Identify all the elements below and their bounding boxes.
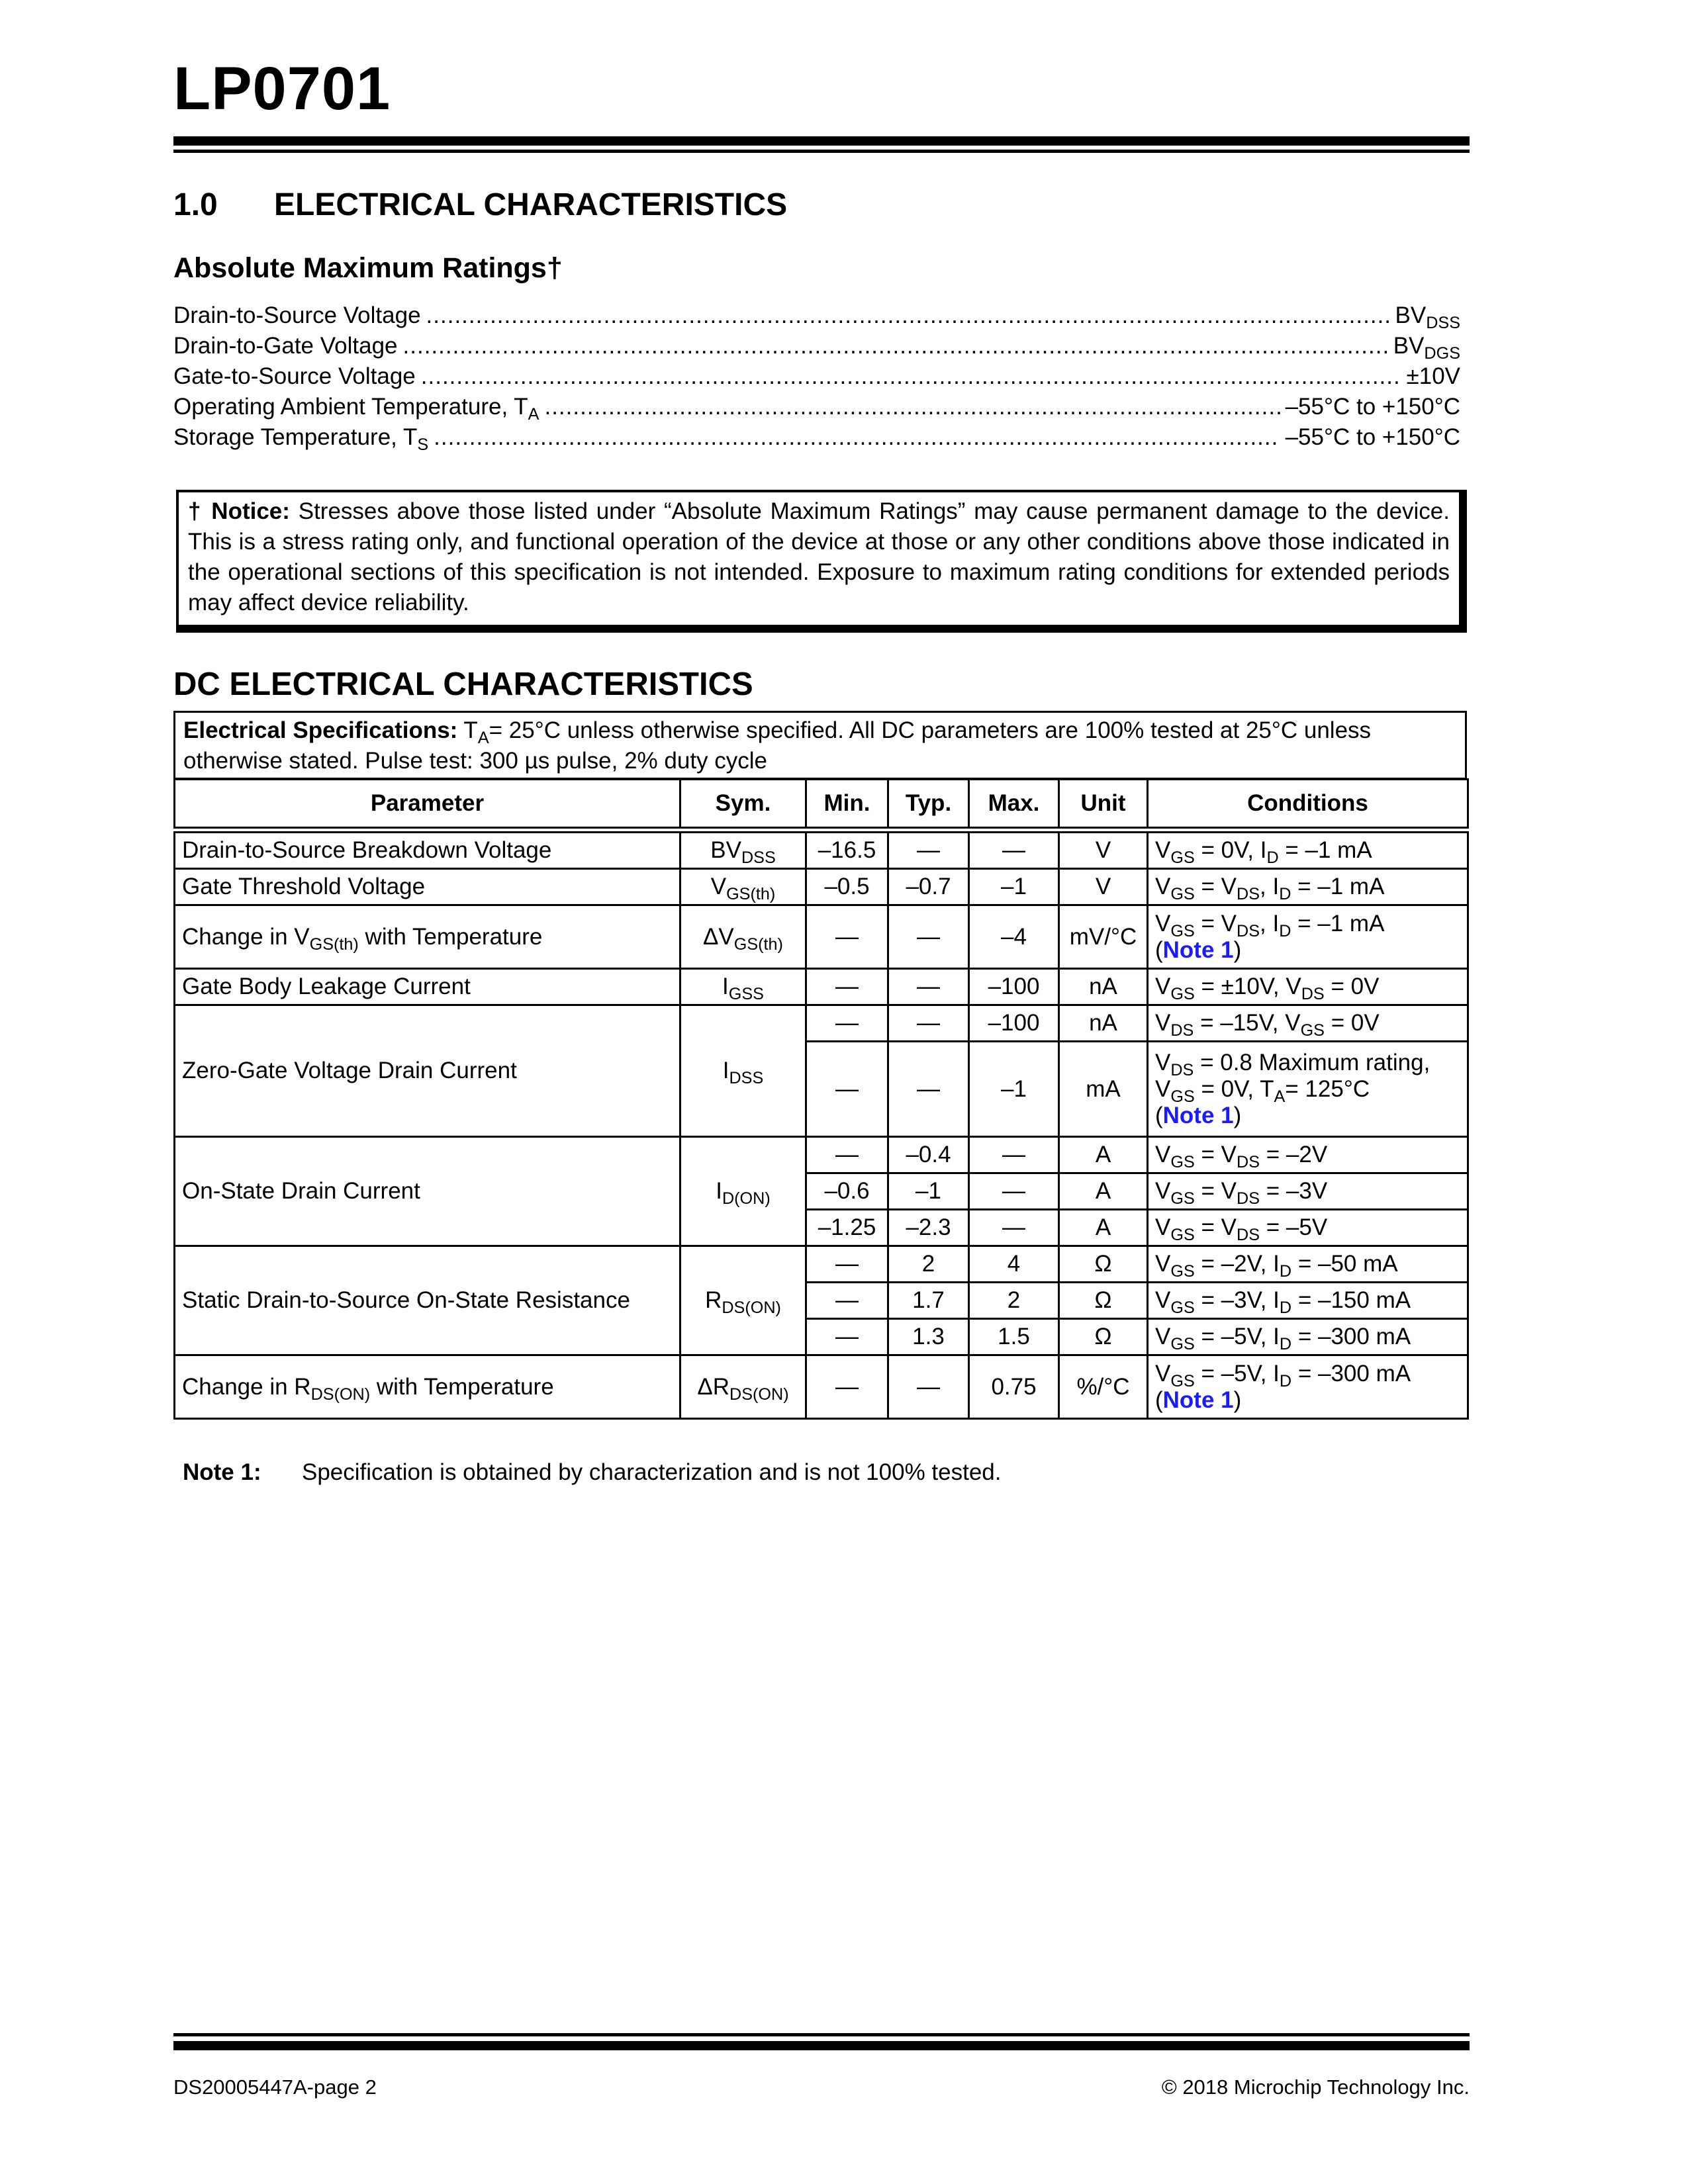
max-cell: —	[969, 1173, 1059, 1210]
max-cell: —	[969, 1137, 1059, 1173]
unit-cell: Ω	[1059, 1319, 1148, 1355]
conditions-cell: $V_{DS} = -15V$, $V_{GS} = 0V$	[1148, 1005, 1468, 1042]
unit-cell: nA	[1059, 969, 1148, 1005]
rating-value: –55°C to +150°C	[1285, 394, 1460, 420]
absolute-max-ratings-heading: Absolute Maximum Ratings†	[173, 252, 563, 284]
max-cell: –100	[969, 1005, 1059, 1042]
symbol-cell: $V_{GS(th)}$	[680, 869, 806, 905]
unit-cell: mA	[1059, 1042, 1148, 1137]
conditions-cell: $V_{GS} = \pm 10V$, $V_{DS} = 0V$	[1148, 969, 1468, 1005]
unit-cell: A	[1059, 1137, 1148, 1173]
notice-text	[188, 496, 1450, 618]
column-header: Unit	[1059, 780, 1148, 831]
dc-characteristics-table	[173, 778, 1469, 1420]
parameter-cell: Static Drain-to-Source On-State Resistance	[175, 1246, 680, 1355]
unit-cell: V	[1059, 830, 1148, 869]
parameter-cell: On-State Drain Current	[175, 1137, 680, 1246]
rating-label: Storage Temperature, $T_S$	[173, 424, 429, 455]
table-row	[175, 1355, 1468, 1419]
leader-dots	[403, 331, 1388, 361]
unit-cell: Ω	[1059, 1246, 1148, 1283]
dc-characteristics-heading: DC ELECTRICAL CHARACTERISTICS	[173, 666, 753, 702]
parameter-cell: Drain-to-Source Breakdown Voltage	[175, 830, 680, 869]
footer-rule-thin	[173, 2033, 1470, 2036]
conditions-cell: $V_{GS} = V_{DS} = -3V$	[1148, 1173, 1468, 1210]
table-row	[175, 1005, 1468, 1042]
leader-dots	[544, 392, 1280, 422]
unit-cell: %/°C	[1059, 1355, 1148, 1419]
symbol-cell: $I_{D(ON)}$	[680, 1137, 806, 1246]
rating-label: Drain-to-Gate Voltage	[173, 333, 398, 359]
notice-lead: † Notice:	[188, 498, 290, 524]
parameter-cell: Zero-Gate Voltage Drain Current	[175, 1005, 680, 1137]
section-heading	[173, 189, 787, 221]
min-cell: —	[806, 1042, 888, 1137]
typ-cell: 2	[888, 1246, 969, 1283]
section-number: 1.0	[173, 187, 218, 222]
rating-label: Drain-to-Source Voltage	[173, 302, 421, 328]
footer-copyright: © 2018 Microchip Technology Inc.	[1161, 2075, 1470, 2099]
rating-value: –55°C to +150°C	[1285, 424, 1460, 450]
electrical-specifications-box	[173, 711, 1467, 780]
note-text: Specification is obtained by characterization and is not 100% tested.	[302, 1459, 1002, 1485]
notice-box	[176, 490, 1467, 633]
typ-cell: —	[888, 905, 969, 969]
table-body	[175, 830, 1468, 1419]
conditions-cell: $V_{GS} = -3V$, $I_D = -150$ mA	[1148, 1283, 1468, 1319]
table-row	[175, 905, 1468, 969]
column-header: Max.	[969, 780, 1059, 831]
rating-label: Operating Ambient Temperature, $T_A$	[173, 394, 539, 424]
parameter-cell: Change in $R_{DS(ON)}$ with Temperature	[175, 1355, 680, 1419]
electrical-specifications-text: Electrical Specifications: $T_A= 25^\circ C$ unless otherwise specified. All DC parameters are 100% tested at 25°C unless otherwise stated. Pulse test: 300 µs pulse, 2% duty cycle	[183, 717, 1372, 774]
symbol-cell: $\Delta R_{DS(ON)}$	[680, 1355, 806, 1419]
unit-cell: Ω	[1059, 1283, 1148, 1319]
rating-row	[173, 422, 1460, 453]
typ-cell: –0.7	[888, 869, 969, 905]
max-cell: –1	[969, 1042, 1059, 1137]
rating-value: $BV_{DGS}$	[1393, 333, 1460, 363]
rating-value: $BV_{DSS}$	[1395, 302, 1460, 333]
min-cell: —	[806, 969, 888, 1005]
column-header: Sym.	[680, 780, 806, 831]
min-cell: –0.6	[806, 1173, 888, 1210]
min-cell: —	[806, 1355, 888, 1419]
typ-cell: —	[888, 1042, 969, 1137]
table-row	[175, 969, 1468, 1005]
footer-document-id: DS20005447A-page 2	[173, 2075, 377, 2099]
table-header-row	[175, 780, 1468, 831]
leader-dots	[421, 361, 1401, 392]
max-cell: –1	[969, 869, 1059, 905]
typ-cell: —	[888, 830, 969, 869]
max-cell: –4	[969, 905, 1059, 969]
conditions-cell: $V_{GS} = V_{DS}$, $I_D = -1$ mA (Note 1)	[1148, 905, 1468, 969]
leader-dots	[434, 422, 1280, 453]
parameter-cell: Change in $V_{GS(th)}$ with Temperature	[175, 905, 680, 969]
min-cell: –0.5	[806, 869, 888, 905]
max-cell: 4	[969, 1246, 1059, 1283]
unit-cell: A	[1059, 1173, 1148, 1210]
typ-cell: —	[888, 969, 969, 1005]
document-title: LP0701	[173, 55, 391, 122]
column-header: Parameter	[175, 780, 680, 831]
min-cell: –16.5	[806, 830, 888, 869]
conditions-cell: $V_{GS} = V_{DS}$, $I_D = -1$ mA	[1148, 869, 1468, 905]
table-note	[183, 1457, 1001, 1488]
typ-cell: –2.3	[888, 1210, 969, 1246]
typ-cell: 1.7	[888, 1283, 969, 1319]
unit-cell: nA	[1059, 1005, 1148, 1042]
typ-cell: —	[888, 1355, 969, 1419]
conditions-cell: $V_{GS} = -2V$, $I_D = -50$ mA	[1148, 1246, 1468, 1283]
parameter-cell: Gate Threshold Voltage	[175, 869, 680, 905]
max-cell: 2	[969, 1283, 1059, 1319]
symbol-cell: $I_{DSS}$	[680, 1005, 806, 1137]
symbol-cell: $R_{DS(ON)}$	[680, 1246, 806, 1355]
symbol-cell: $I_{GSS}$	[680, 969, 806, 1005]
footer-rule-thick	[173, 2041, 1470, 2050]
min-cell: —	[806, 1283, 888, 1319]
min-cell: –1.25	[806, 1210, 888, 1246]
typ-cell: –0.4	[888, 1137, 969, 1173]
min-cell: —	[806, 1319, 888, 1355]
note-label: Note 1:	[183, 1459, 261, 1485]
max-cell: 1.5	[969, 1319, 1059, 1355]
header-rule-thin	[173, 150, 1470, 153]
min-cell: —	[806, 1137, 888, 1173]
rating-row	[173, 331, 1460, 361]
max-cell: –100	[969, 969, 1059, 1005]
header-rule-thick	[173, 136, 1470, 146]
unit-cell: V	[1059, 869, 1148, 905]
table-row	[175, 1246, 1468, 1283]
typ-cell: —	[888, 1005, 969, 1042]
table-row	[175, 830, 1468, 869]
conditions-cell: $V_{GS} = -5V$, $I_D = -300$ mA (Note 1)	[1148, 1355, 1468, 1419]
symbol-cell: $\Delta V_{GS(th)}$	[680, 905, 806, 969]
leader-dots	[426, 300, 1390, 331]
typ-cell: –1	[888, 1173, 969, 1210]
column-header: Min.	[806, 780, 888, 831]
parameter-cell: Gate Body Leakage Current	[175, 969, 680, 1005]
max-cell: —	[969, 1210, 1059, 1246]
rating-value: ±10V	[1406, 363, 1460, 389]
max-cell: 0.75	[969, 1355, 1059, 1419]
symbol-cell: $BV_{DSS}$	[680, 830, 806, 869]
table-row	[175, 1137, 1468, 1173]
min-cell: —	[806, 1005, 888, 1042]
rating-row	[173, 361, 1460, 392]
typ-cell: 1.3	[888, 1319, 969, 1355]
column-header: Conditions	[1148, 780, 1468, 831]
conditions-cell: $V_{GS} = V_{DS} = -5V$	[1148, 1210, 1468, 1246]
notice-body: Stresses above those listed under “Absolute Maximum Ratings” may cause permanent damage to the device. This is a stress rating only, and functional operation of the device at those or any other conditions above those indicated in the operational sections of this specification is not intended. Exposure to maximum rating conditions for extended periods may affect device reliability.	[188, 498, 1450, 615]
min-cell: —	[806, 1246, 888, 1283]
max-cell: —	[969, 830, 1059, 869]
unit-cell: mV/°C	[1059, 905, 1148, 969]
section-title: ELECTRICAL CHARACTERISTICS	[274, 187, 788, 222]
rating-row	[173, 392, 1460, 422]
unit-cell: A	[1059, 1210, 1148, 1246]
conditions-cell: $V_{GS} = -5V$, $I_D = -300$ mA	[1148, 1319, 1468, 1355]
conditions-cell: $V_{GS} = V_{DS} = -2V$	[1148, 1137, 1468, 1173]
rating-label: Gate-to-Source Voltage	[173, 363, 416, 389]
conditions-cell: $V_{GS} = 0V$, $I_D = -1$ mA	[1148, 830, 1468, 869]
rating-row	[173, 300, 1460, 331]
column-header: Typ.	[888, 780, 969, 831]
conditions-cell: $V_{DS} = 0.8$ Maximum rating, $V_{GS} = 0V$, $T_A= 125^\circ C$ (Note 1)	[1148, 1042, 1468, 1137]
table-row	[175, 869, 1468, 905]
min-cell: —	[806, 905, 888, 969]
